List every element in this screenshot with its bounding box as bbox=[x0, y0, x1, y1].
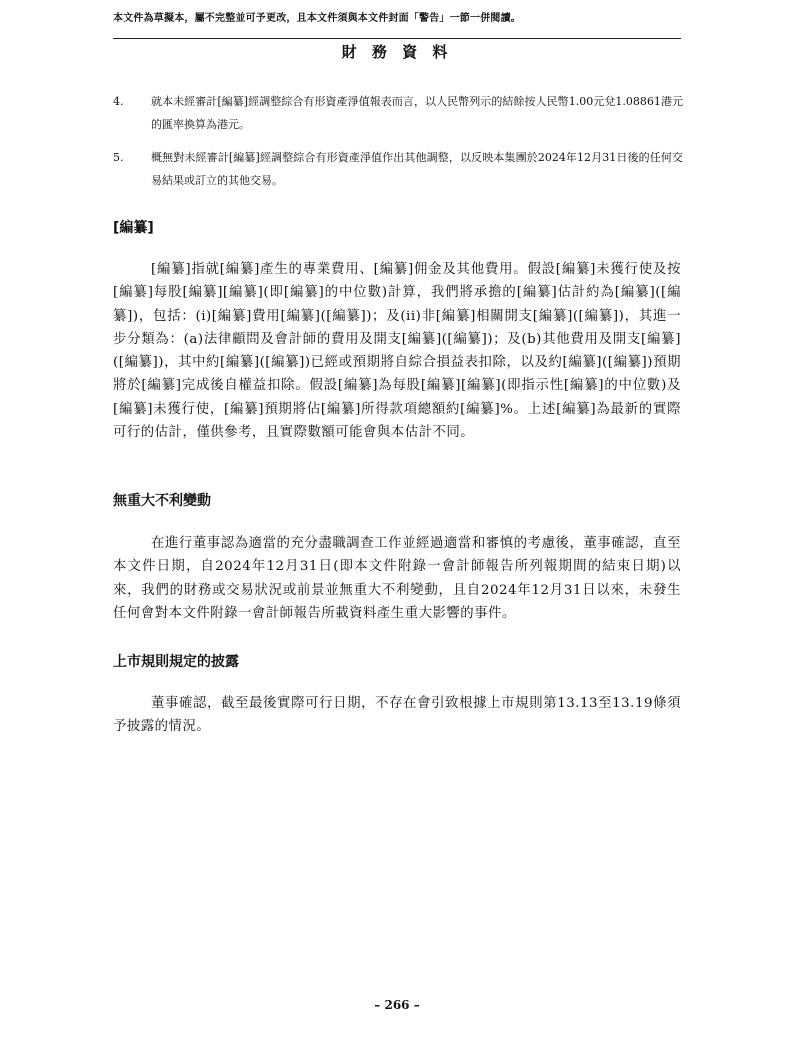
note-number: 4. bbox=[113, 95, 124, 108]
note-text: 就本未經審計[編纂]經調整綜合有形資產淨值報表而言，以人民幣列示的結餘按人民幣1.00元兌1.08861港元的匯率換算為港元。 bbox=[151, 95, 683, 131]
section-title: 財 務 資 料 bbox=[341, 43, 453, 61]
page-number: – 266 – bbox=[374, 998, 420, 1012]
heading-redacted: [編纂] bbox=[113, 220, 154, 236]
note-text: 概無對未經審計[編纂]經調整綜合有形資產淨值作出其他調整，以反映本集團於2024年12月31日後的任何交易結果或訂立的其他交易。 bbox=[151, 151, 683, 187]
note-number: 5. bbox=[113, 151, 124, 164]
note-5 bbox=[113, 146, 683, 192]
header-rule bbox=[113, 38, 681, 39]
paragraph-listing-expenses: [編纂]指就[編纂]產生的專業費用、[編纂]佣金及其他費用。假設[編纂]未獲行使及按[編纂]每股[編纂][編纂](即[編纂]的中位數)計算，我們將承擔的[編纂]估計約為[編纂]([編纂])，包括：(i)[編纂]費用[編纂]([編纂])；及(ii)非[編纂]相關開支[編纂]([編纂])，其進一步分類為：(a)法律顧問及會計師的費用及開支[編纂]([編纂])；及(b)其他費用及開支[編纂]([編纂])，其中約[編纂]([編纂])已經或預期將自綜合損益表扣除，以及約[編纂]([編纂])預期將於[編纂]完成後自權益扣除。假設[編纂]為每股[編纂][編纂](即指示性[編纂]的中位數)及[編纂]未獲行使，[編纂]預期將佔[編纂]所得款項總額約[編纂]%。上述[編纂]為最新的實際可行的估計，僅供參考，且實際數額可能會與本估計不同。 bbox=[113, 262, 682, 441]
heading-listing-rules-disclosure: 上市規則規定的披露 bbox=[113, 654, 239, 670]
draft-warning: 本文件為草擬本，屬不完整並可予更改，且本文件須與本文件封面「警告」一節一併閱讀。 bbox=[113, 13, 521, 24]
heading-no-material-adverse-change: 無重大不利變動 bbox=[113, 493, 211, 509]
paragraph-no-material-adverse-change: 在進行董事認為適當的充分盡職調查工作並經過適當和審慎的考慮後，董事確認，直至本文件日期，自2024年12月31日(即本文件附錄一會計師報告所列報期間的結束日期)以來，我們的財務或交易狀況或前景並無重大不利變動，且自2024年12月31日以來，未發生任何會對本文件附錄一會計師報告所載資料產生重大影響的事件。 bbox=[113, 536, 681, 621]
paragraph-listing-rules-disclosure: 董事確認，截至最後實際可行日期，不存在會引致根據上市規則第13.13至13.19條須予披露的情況。 bbox=[113, 696, 681, 735]
note-4 bbox=[113, 90, 683, 136]
